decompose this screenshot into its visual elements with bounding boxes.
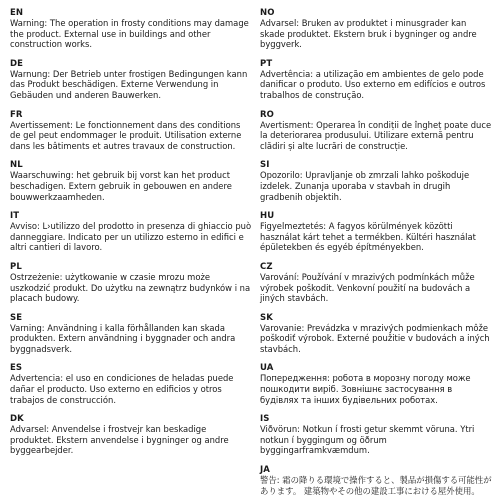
warning-text: Попередження: робота в морозну погоду може пошкодити виріб. Зовнішнє застосування в будівлях та інших будівельних роботах.: [260, 373, 471, 405]
warning-entry-no: [260, 8, 492, 50]
language-code: SE: [10, 312, 23, 323]
language-code: PL: [10, 261, 22, 272]
warning-entry-ua: [260, 363, 492, 405]
warning-text: Advertencia: el uso en condiciones de heladas puede dañar el producto. Uso externo en edificios y otros trabajos de construcción.: [10, 373, 234, 405]
language-code: HU: [260, 211, 275, 222]
warning-entry-es: [10, 363, 252, 405]
warning-text: Opozorilo: Upravljanje ob zmrzali lahko poškoduje izdelek. Zunanja uporaba v stavbah in drugih gradbenih objektih.: [260, 170, 470, 202]
language-code: DE: [10, 58, 24, 69]
warning-text: Warnung: Der Betrieb unter frostigen Bedingungen kann das Produkt beschädigen. Externe Verwendung in Gebäuden und anderen Bauwerken.: [10, 68, 248, 100]
language-code: UA: [260, 363, 274, 374]
right-column: [260, 8, 492, 500]
warning-text: Warning: The operation in frosty conditions may damage the product. External use in buildings and other construction works.: [10, 18, 249, 50]
warning-text: Varování: Používání v mrazivých podmínkách může výrobek poškodit. Venkovní použití na budovách a jiných stavbách.: [260, 271, 475, 304]
language-code: IS: [260, 414, 270, 425]
language-code: IT: [10, 211, 20, 222]
warning-text: 警告: 霜の降りる環境で操作すると、製品が損傷する可能性があります。 建築物やその他の建設工事における屋外使用。: [260, 475, 492, 496]
warning-entry-hu: [260, 211, 492, 253]
warning-text: Advarsel: Anvendelse i frostvejr kan beskadige produktet. Ekstern anvendelse i bygninger og andre byggearbejder.: [10, 424, 229, 456]
warning-text: Varovanie: Prevádzka v mrazivých podmienkach môže poškodiť výrobok. Externé použitie v budovách a iných stavbách.: [260, 322, 490, 354]
warning-entry-is: [260, 414, 492, 456]
language-code: RO: [260, 109, 274, 120]
warning-text: Avviso: L›utilizzo del prodotto in presenza di ghiaccio può danneggiare. Indicato per un utilizzo esterno in edifici e altri cantieri di lavoro.: [10, 221, 252, 253]
language-code: CZ: [260, 261, 273, 272]
warning-entry-it: [10, 211, 252, 253]
warning-entry-sk: [260, 313, 492, 355]
warning-text: Varning: Användning i kalla förhållanden kan skada produkten. Extern användning i byggnader och andra byggnadsverk.: [10, 322, 236, 354]
warning-entry-ro: [260, 110, 492, 152]
warning-entry-fr: [10, 110, 252, 152]
language-code: NO: [260, 8, 275, 18]
language-code: FR: [10, 109, 23, 120]
warning-entry-nl: [10, 160, 252, 202]
warning-entry-ja: [260, 465, 492, 496]
warning-entry-pt: [260, 59, 492, 101]
language-code: ES: [10, 363, 23, 374]
language-code: JA: [260, 465, 270, 476]
warning-text: Advarsel: Bruken av produktet i minusgrader kan skade produktet. Ekstern bruk i bygninger og andre byggverk.: [260, 18, 477, 50]
warning-text: Viðvörun: Notkun í frosti getur skemmt vöruna. Ytri notkun í byggingum og öðrum byggingarframkvæmdum.: [260, 424, 475, 456]
language-code: EN: [10, 8, 24, 18]
warning-entry-si: [260, 160, 492, 202]
language-code: PT: [260, 58, 273, 69]
warning-text: Figyelmeztetés: A fagyos körülmények közötti használat kárt tehet a termékben. Kültéri használat épületekben és egyéb építményekben.: [260, 221, 476, 253]
language-code: SI: [260, 160, 270, 171]
warning-entry-pl: [10, 262, 252, 304]
warning-text: Avertisment: Operarea în condiții de îngheț poate duce la deteriorarea produsului. Utilizare externă pentru clădiri și alte lucrări de construcție.: [260, 119, 492, 151]
language-code: NL: [10, 160, 23, 171]
warning-entry-en: [10, 8, 252, 50]
left-column: [10, 8, 252, 500]
warning-entry-dk: [10, 414, 252, 456]
language-code: DK: [10, 414, 24, 425]
warning-text: Avertissement: Le fonctionnement dans des conditions de gel peut endommager le produit. Utilisation externe dans les bâtiments et autres travaux de construction.: [10, 119, 242, 151]
warning-entry-se: [10, 313, 252, 355]
warning-entry-de: [10, 59, 252, 101]
warning-entry-cz: [260, 262, 492, 304]
language-code: SK: [260, 312, 273, 323]
warning-text: Waarschuwing: het gebruik bij vorst kan het product beschadigen. Extern gebruik in gebouwen en andere bouwwerkzaamheden.: [10, 170, 232, 202]
warning-text: Ostrzeżenie: użytkowanie w czasie mrozu może uszkodzić produkt. Do użytku na zewnątrz budynków i na placach budowy.: [10, 271, 251, 304]
warning-text: Advertência: a utilização em ambientes de gelo pode danificar o produto. Uso externo em edifícios e outros trabalhos de construção.: [260, 68, 486, 100]
